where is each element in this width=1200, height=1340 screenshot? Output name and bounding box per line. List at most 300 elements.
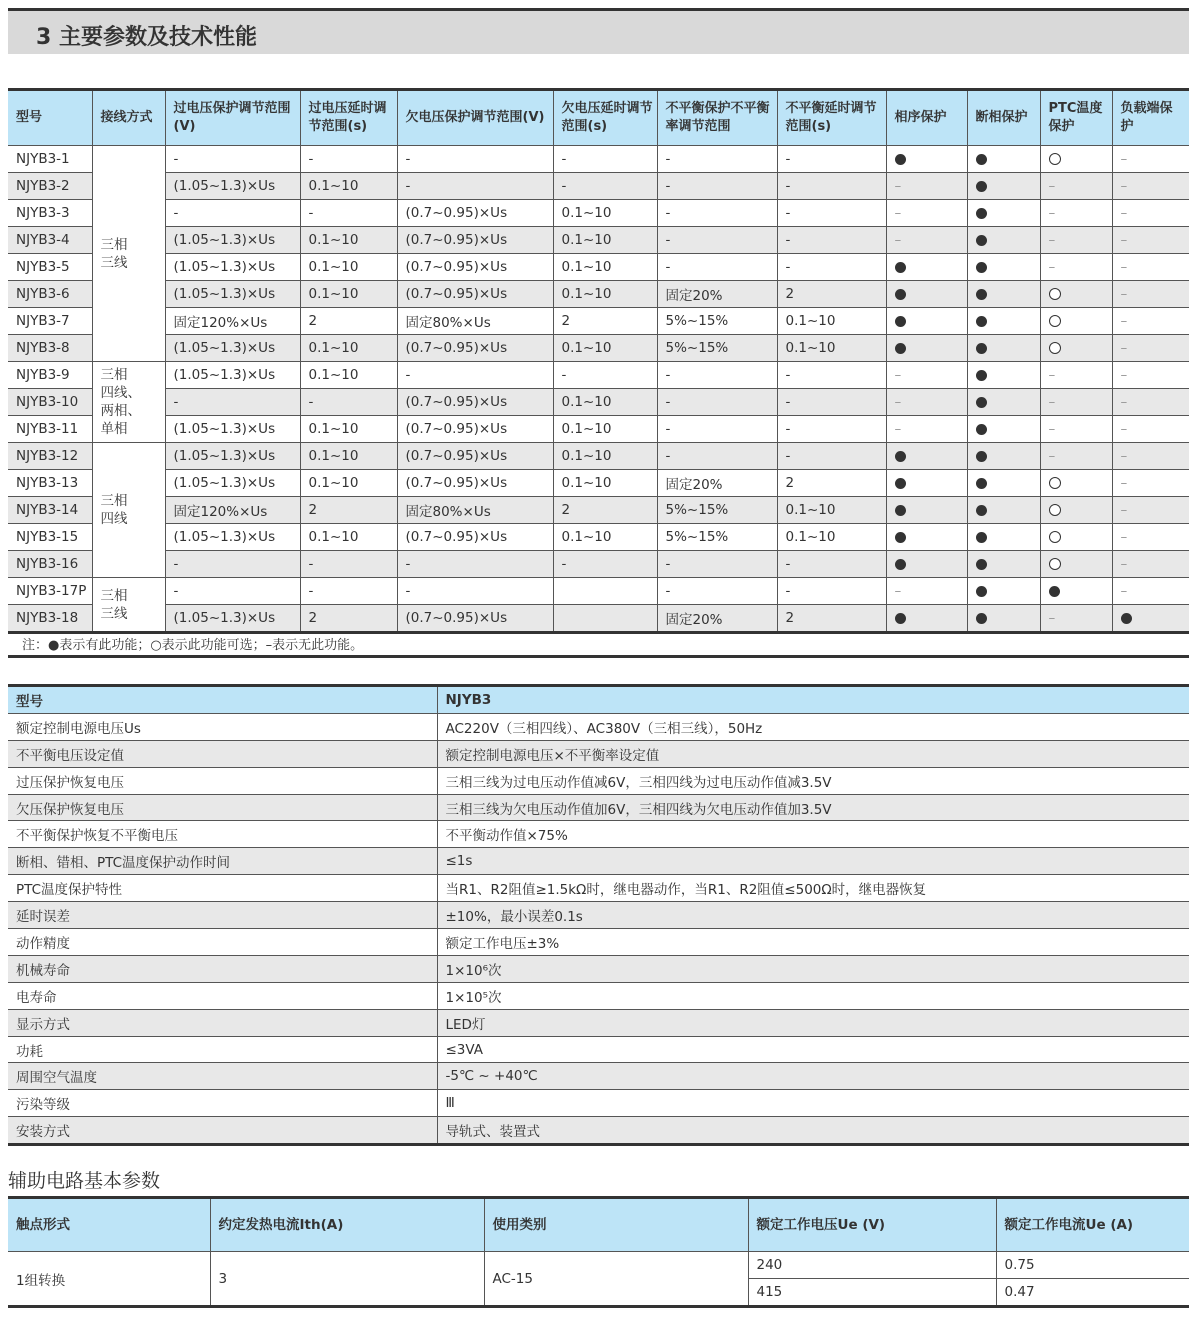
feature-yes [967,551,1040,578]
spec-value: 不平衡动作值×75% [437,821,1189,848]
feature-yes [967,335,1040,362]
feature-yes [967,308,1040,335]
hollow-circle-icon [1049,315,1061,327]
table-cell: - [777,146,886,173]
table-cell: 0.1~10 [553,227,657,254]
spec-label: 不平衡电压设定值 [8,740,437,767]
table-cell: – [1112,389,1189,416]
feature-yes [1040,578,1112,605]
table-cell: (1.05~1.3)×Us [165,362,300,389]
spec-row [8,929,1189,956]
table-cell: 2 [300,497,397,524]
table-cell: - [777,254,886,281]
aux-header-cell: 额定工作电流Ue (A) [996,1198,1189,1252]
aux-ith: 3 [210,1252,484,1307]
table-cell [553,578,657,605]
table-cell: – [1112,551,1189,578]
table-cell: – [1040,254,1112,281]
table-cell: 2 [300,308,397,335]
filled-circle-icon [976,586,987,597]
table-cell: - [777,173,886,200]
filled-circle-icon [1049,586,1060,597]
filled-circle-icon [895,613,906,624]
table-cell: - [397,551,553,578]
feature-yes [886,146,967,173]
table-cell: - [300,389,397,416]
table-cell: - [657,578,777,605]
table-cell: - [165,551,300,578]
feature-yes [967,227,1040,254]
feature-optional [1040,497,1112,524]
table-cell: - [777,227,886,254]
table-cell: - [657,443,777,470]
table-cell: - [300,578,397,605]
spec-value: Ⅲ [437,1090,1189,1117]
spec-value: -5℃ ~ +40℃ [437,1063,1189,1090]
table-cell: (0.7~0.95)×Us [397,416,553,443]
filled-circle-icon [976,397,987,408]
feature-yes [967,443,1040,470]
table-cell: (0.7~0.95)×Us [397,605,553,633]
table-cell: - [397,146,553,173]
table-cell: - [657,551,777,578]
table-cell: – [886,389,967,416]
filled-circle-icon [976,613,987,624]
table-cell: – [1040,200,1112,227]
table-cell: – [1112,227,1189,254]
table-cell: (0.7~0.95)×Us [397,443,553,470]
filled-circle-icon [976,316,987,327]
table-cell: (0.7~0.95)×Us [397,524,553,551]
table-cell: – [1112,578,1189,605]
aux-voltage: 415 [748,1279,996,1307]
filled-circle-icon [976,235,987,246]
header-cell: 过电压延时调节范围(s) [300,90,397,146]
spec-header-row [8,686,1189,714]
feature-yes [967,470,1040,497]
table-cell: – [886,200,967,227]
table-row [8,605,1189,633]
hollow-circle-icon [1049,504,1061,516]
spec-value: 额定工作电压±3% [437,929,1189,956]
spec-value: ≤3VA [437,1036,1189,1063]
header-cell: 相序保护 [886,90,967,146]
model-cell: NJYB3-9 [8,362,92,389]
aux-header-cell: 额定工作电压Ue (V) [748,1198,996,1252]
table-cell: - [397,362,553,389]
header-cell: 断相保护 [967,90,1040,146]
table-cell: - [397,173,553,200]
filled-circle-icon [976,370,987,381]
table-cell: 5%~15% [657,524,777,551]
spec-label: 动作精度 [8,929,437,956]
spec-label: 安装方式 [8,1117,437,1145]
table-cell: – [1112,254,1189,281]
spec-value: AC220V（三相四线）、AC380V（三相三线），50Hz [437,713,1189,740]
filled-circle-icon [976,208,987,219]
spec-value: 导轨式、装置式 [437,1117,1189,1145]
section-title-bar [8,8,1189,54]
table-row [8,227,1189,254]
table-cell: - [657,389,777,416]
filled-circle-icon [976,262,987,273]
table-row [8,281,1189,308]
table-cell: (1.05~1.3)×Us [165,173,300,200]
table-cell: (1.05~1.3)×Us [165,254,300,281]
feature-yes [967,524,1040,551]
table-cell: - [165,389,300,416]
table-cell [553,605,657,633]
hollow-circle-icon [1049,153,1061,165]
model-cell: NJYB3-3 [8,200,92,227]
table-cell: 0.1~10 [300,173,397,200]
table-cell: (0.7~0.95)×Us [397,281,553,308]
feature-yes [967,254,1040,281]
feature-optional [1040,308,1112,335]
spec-row [8,902,1189,929]
section-title: 3 主要参数及技术性能 [36,25,257,50]
table-cell: - [300,551,397,578]
model-cell: NJYB3-12 [8,443,92,470]
table-cell: – [886,362,967,389]
table-cell: - [777,578,886,605]
table-row [8,200,1189,227]
spec-row [8,955,1189,982]
filled-circle-icon [976,181,987,192]
filled-circle-icon [895,559,906,570]
table-cell: 0.1~10 [553,389,657,416]
table-cell: – [1112,146,1189,173]
table-cell: – [1112,281,1189,308]
table-cell: 2 [300,605,397,633]
feature-yes [967,362,1040,389]
aux-contact: 1组转换 [8,1252,210,1307]
table-cell: 固定80%×Us [397,308,553,335]
spec-row [8,1117,1189,1145]
table-cell: 0.1~10 [777,524,886,551]
filled-circle-icon [976,478,987,489]
table-cell: (1.05~1.3)×Us [165,281,300,308]
table-row [8,308,1189,335]
filled-circle-icon [976,505,987,516]
table-cell: (1.05~1.3)×Us [165,227,300,254]
table-cell: - [165,200,300,227]
table-cell: 固定120%×Us [165,497,300,524]
filled-circle-icon [895,262,906,273]
spec-value: 当R1、R2阻值≥1.5kΩ时，继电器动作，当R1、R2阻值≤500Ω时，继电器恢复 [437,875,1189,902]
model-cell: NJYB3-11 [8,416,92,443]
table-cell: - [300,200,397,227]
aux-header-cell: 使用类别 [484,1198,748,1252]
hollow-circle-icon [1049,477,1061,489]
table-cell: – [1040,605,1112,633]
filled-circle-icon [1121,613,1132,624]
table-cell: (0.7~0.95)×Us [397,335,553,362]
spec-row [8,794,1189,821]
spec-row [8,1063,1189,1090]
table-row [8,335,1189,362]
header-cell: 欠电压延时调节范围(s) [553,90,657,146]
table-cell: 0.1~10 [300,335,397,362]
table-cell: - [397,578,553,605]
header-cell: 不平衡保护不平衡率调节范围 [657,90,777,146]
spec-label: 延时误差 [8,902,437,929]
legend-note: 注：●表示有此功能；○表示此功能可选；–表示无此功能。 [22,638,364,653]
table-cell: 0.1~10 [300,227,397,254]
model-cell: NJYB3-14 [8,497,92,524]
model-cell: NJYB3-1 [8,146,92,173]
table-cell: - [553,146,657,173]
table-cell: – [886,173,967,200]
table-cell: (1.05~1.3)×Us [165,416,300,443]
model-cell: NJYB3-15 [8,524,92,551]
filled-circle-icon [895,343,906,354]
table-cell: 固定80%×Us [397,497,553,524]
table-cell: - [657,254,777,281]
feature-yes [1112,605,1189,633]
table-cell: 2 [777,605,886,633]
table-cell: 固定120%×Us [165,308,300,335]
table-cell: 2 [777,281,886,308]
aux-table [8,1196,1189,1308]
filled-circle-icon [976,289,987,300]
table-cell: – [1112,335,1189,362]
table-cell: – [1112,308,1189,335]
spec-value: 三相三线为欠电压动作值加6V，三相四线为欠电压动作值加3.5V [437,794,1189,821]
model-cell: NJYB3-13 [8,470,92,497]
spec-label: 不平衡保护恢复不平衡电压 [8,821,437,848]
aux-row [8,1252,1189,1279]
table-cell: 0.1~10 [553,416,657,443]
table-cell: 0.1~10 [300,254,397,281]
aux-title: 辅助电路基本参数 [8,1170,161,1192]
table-cell: (0.7~0.95)×Us [397,389,553,416]
feature-yes [967,146,1040,173]
table-row [8,497,1189,524]
table-row [8,578,1189,605]
filled-circle-icon [895,478,906,489]
spec-value: ±10%，最小误差0.1s [437,902,1189,929]
model-cell: NJYB3-17P [8,578,92,605]
table-cell: – [1112,470,1189,497]
table-cell: - [657,146,777,173]
spec-label: 功耗 [8,1036,437,1063]
table-cell: 固定20% [657,281,777,308]
model-cell: NJYB3-6 [8,281,92,308]
spec-value: 1×10⁶次 [437,955,1189,982]
model-cell: NJYB3-5 [8,254,92,281]
spec-header-cell: NJYB3 [437,686,1189,714]
table-cell: 0.1~10 [553,443,657,470]
table-cell: 固定20% [657,470,777,497]
table-cell: (0.7~0.95)×Us [397,227,553,254]
feature-optional [1040,524,1112,551]
table-cell: – [1040,173,1112,200]
spec-header-cell: 型号 [8,686,437,714]
table-cell: - [165,578,300,605]
table-cell: – [1112,443,1189,470]
model-cell: NJYB3-4 [8,227,92,254]
spec-row [8,740,1189,767]
header-cell: 欠电压保护调节范围(V) [397,90,553,146]
table-row [8,389,1189,416]
table-cell: - [657,173,777,200]
spec-row [8,1036,1189,1063]
spec-label: 机械寿命 [8,955,437,982]
feature-yes [886,605,967,633]
table-cell: – [1040,389,1112,416]
spec-label: 周围空气温度 [8,1063,437,1090]
table-cell: - [165,146,300,173]
table-cell: – [1112,362,1189,389]
header-cell: 过电压保护调节范围(V) [165,90,300,146]
table-row [8,416,1189,443]
feature-yes [967,173,1040,200]
model-cell: NJYB3-7 [8,308,92,335]
header-cell: 负载端保 护 [1112,90,1189,146]
feature-optional [1040,146,1112,173]
feature-yes [886,443,967,470]
spec-table [8,684,1189,1146]
spec-label: 显示方式 [8,1009,437,1036]
filled-circle-icon [976,343,987,354]
spec-label: PTC温度保护特性 [8,875,437,902]
filled-circle-icon [976,532,987,543]
filled-circle-icon [895,289,906,300]
table-cell: - [777,416,886,443]
table-cell: 0.1~10 [553,335,657,362]
table-row [8,254,1189,281]
table-cell: (0.7~0.95)×Us [397,470,553,497]
table-cell: - [553,173,657,200]
table-cell: 固定20% [657,605,777,633]
table-cell: – [1112,416,1189,443]
table-row [8,470,1189,497]
header-cell: 接线方式 [92,90,165,146]
table-cell: – [1112,200,1189,227]
table-cell: (1.05~1.3)×Us [165,524,300,551]
header-cell: PTC温度保护 [1040,90,1112,146]
table-cell: – [1040,362,1112,389]
feature-yes [967,497,1040,524]
table-cell: – [886,416,967,443]
spec-value: LED灯 [437,1009,1189,1036]
table-cell: – [1040,416,1112,443]
table-cell: 0.1~10 [553,254,657,281]
feature-yes [886,281,967,308]
table-cell: 2 [777,470,886,497]
spec-label: 过压保护恢复电压 [8,767,437,794]
table-cell: 0.1~10 [300,362,397,389]
table-row [8,551,1189,578]
wiring-cell: 三相 四线、 两相、 单相 [92,362,165,443]
model-cell: NJYB3-8 [8,335,92,362]
table-cell: 5%~15% [657,335,777,362]
table-cell: - [300,146,397,173]
feature-yes [886,524,967,551]
table-cell: 0.1~10 [300,524,397,551]
table-cell: - [777,551,886,578]
feature-optional [1040,551,1112,578]
spec-value: 三相三线为过电压动作值减6V，三相四线为过电压动作值减3.5V [437,767,1189,794]
spec-row [8,767,1189,794]
table-cell: - [657,227,777,254]
aux-header-cell: 约定发热电流Ith(A) [210,1198,484,1252]
filled-circle-icon [895,505,906,516]
table-cell: – [1112,497,1189,524]
model-table [8,88,1189,634]
spec-label: 额定控制电源电压Us [8,713,437,740]
table-cell: – [1112,524,1189,551]
table-cell: 0.1~10 [300,416,397,443]
model-table-header [8,90,1189,146]
spec-label: 电寿命 [8,982,437,1009]
feature-yes [967,389,1040,416]
model-cell: NJYB3-2 [8,173,92,200]
aux-header-cell: 触点形式 [8,1198,210,1252]
table-cell: (1.05~1.3)×Us [165,335,300,362]
spec-row [8,713,1189,740]
table-cell: 2 [553,497,657,524]
hollow-circle-icon [1049,558,1061,570]
table-cell: (1.05~1.3)×Us [165,470,300,497]
filled-circle-icon [895,532,906,543]
table-cell: - [553,551,657,578]
filled-circle-icon [895,451,906,462]
feature-yes [967,416,1040,443]
table-cell: - [657,200,777,227]
table-cell: 0.1~10 [553,470,657,497]
wiring-cell: 三相 四线 [92,443,165,578]
table-cell: - [777,443,886,470]
table-row [8,173,1189,200]
table-cell: – [886,227,967,254]
table-cell: – [1112,173,1189,200]
table-cell: 0.1~10 [553,200,657,227]
filled-circle-icon [895,316,906,327]
table-cell: 0.1~10 [777,497,886,524]
table-cell: 0.1~10 [300,281,397,308]
table-cell: - [657,416,777,443]
table-row [8,362,1189,389]
feature-yes [967,605,1040,633]
wiring-cell: 三相 三线 [92,146,165,362]
filled-circle-icon [976,451,987,462]
feature-optional [1040,281,1112,308]
table-cell: 5%~15% [657,497,777,524]
aux-category: AC-15 [484,1252,748,1307]
aux-current: 0.47 [996,1279,1189,1307]
feature-yes [886,470,967,497]
table-cell: 0.1~10 [553,281,657,308]
spec-row [8,875,1189,902]
table-cell: 0.1~10 [777,335,886,362]
filled-circle-icon [976,154,987,165]
model-cell: NJYB3-16 [8,551,92,578]
spec-value: 1×10⁵次 [437,982,1189,1009]
filled-circle-icon [976,424,987,435]
table-row [8,146,1189,173]
table-cell: - [553,362,657,389]
table-cell: 0.1~10 [300,470,397,497]
table-cell: – [886,578,967,605]
feature-yes [886,254,967,281]
aux-voltage: 240 [748,1252,996,1279]
table-row [8,443,1189,470]
table-row [8,524,1189,551]
filled-circle-icon [895,154,906,165]
feature-optional [1040,470,1112,497]
